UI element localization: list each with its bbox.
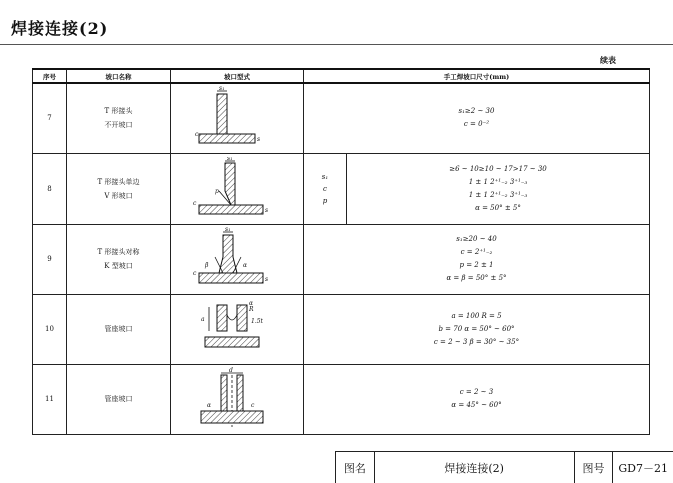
groove-dims	[304, 83, 650, 153]
groove-dims	[304, 294, 650, 364]
dim-line: α = β = 50° ± 5°	[446, 274, 507, 282]
groove-name-line: K 型坡口	[104, 262, 133, 270]
groove-name	[67, 364, 171, 434]
continued-label: 续表	[600, 55, 616, 65]
groove-name	[67, 294, 171, 364]
title-block	[335, 451, 673, 483]
dim-values	[347, 163, 649, 215]
header-dims: 手工焊坡口尺寸(mm)	[304, 69, 650, 83]
svg-text:R: R	[249, 306, 254, 313]
groove-name-line: T 形接头单边	[97, 177, 140, 186]
page-title: 焊接连接(2)	[11, 19, 109, 38]
dim-line: c = 2 ~ 3 β = 30° ~ 35°	[433, 337, 520, 346]
dim-line: s₁≥20 ~ 40	[456, 235, 497, 243]
dim-line: a = 100 R = 5	[451, 311, 502, 320]
dim-line: α = 50° ± 5°	[475, 203, 521, 212]
groove-name	[67, 153, 171, 224]
dim-line: p = 2 ± 1	[459, 261, 494, 269]
header-form: 坡口型式	[171, 69, 304, 83]
svg-text:c: c	[193, 199, 197, 207]
table-header-row	[33, 69, 650, 83]
svg-text:c: c	[195, 131, 199, 139]
dim-line: α = 45° ~ 60°	[451, 401, 502, 409]
dim-line: b = 70 α = 50° ~ 60°	[438, 324, 515, 333]
svg-text:c: c	[251, 402, 255, 409]
row-number: 11	[33, 364, 67, 434]
dim-line: s₁≥2 ~ 30	[458, 107, 495, 116]
dim-symbol: p	[322, 196, 328, 205]
groove-figure-7	[171, 83, 304, 153]
row-number: 10	[33, 294, 67, 364]
svg-text:c: c	[193, 270, 197, 277]
groove-name-line: T 形接头	[104, 107, 133, 116]
table-row	[33, 364, 650, 434]
groove-name-line: 管座坡口	[104, 395, 133, 403]
groove-name	[67, 224, 171, 294]
table-row	[33, 224, 650, 294]
groove-figure-9	[171, 224, 304, 294]
svg-text:α: α	[249, 300, 254, 307]
pipe-seat-groove-drawing-11	[187, 367, 287, 429]
t-joint-no-groove-drawing	[187, 86, 287, 148]
dim-line: c = 2 ~ 3	[459, 388, 494, 396]
row-number: 9	[33, 224, 67, 294]
drawing-number-label: 图号	[575, 452, 614, 483]
svg-text:s: s	[265, 276, 269, 283]
svg-text:s₁: s₁	[219, 86, 225, 93]
t-joint-single-v-drawing	[187, 157, 287, 219]
svg-text:1.5t: 1.5t	[251, 318, 263, 325]
groove-figure-8	[171, 153, 304, 224]
groove-name-line: 不开坡口	[104, 121, 133, 130]
dim-symbol: c	[323, 184, 327, 193]
groove-dims	[304, 153, 650, 224]
groove-dims	[304, 224, 650, 294]
groove-table	[32, 68, 650, 435]
dim-line: ≥6 ~ 10≥10 ~ 17>17 ~ 30	[449, 164, 547, 173]
title-block-label: 图名	[336, 452, 375, 483]
groove-dims	[304, 364, 650, 434]
dim-symbol: s₁	[321, 172, 329, 181]
svg-text:s₁: s₁	[225, 227, 231, 233]
svg-text:d: d	[229, 367, 233, 374]
t-joint-k-groove-drawing	[187, 227, 287, 289]
svg-text:β: β	[205, 262, 209, 269]
groove-name-line: 管座坡口	[104, 325, 133, 333]
title-divider	[0, 44, 673, 45]
drawing-number: GD7－21	[613, 452, 673, 483]
groove-name-line: V 形坡口	[104, 191, 133, 200]
table-row	[33, 153, 650, 224]
groove-figure-10	[171, 294, 304, 364]
row-number: 7	[33, 83, 67, 153]
dim-line: c = 0⁻²	[463, 120, 490, 129]
svg-text:p: p	[215, 187, 219, 195]
dim-line: c = 2⁺¹₋₂	[460, 248, 493, 256]
groove-name	[67, 83, 171, 153]
dim-line: 1 ± 1 2⁺¹₋₂ 3⁺¹₋₃	[468, 190, 528, 199]
groove-figure-11	[171, 364, 304, 434]
svg-text:s: s	[257, 136, 261, 144]
table-row	[33, 83, 650, 153]
header-name: 坡口名称	[67, 69, 171, 83]
svg-text:a: a	[201, 316, 205, 323]
row-number: 8	[33, 153, 67, 224]
svg-text:s: s	[265, 206, 269, 214]
svg-text:α: α	[207, 402, 212, 409]
pipe-seat-groove-drawing-10	[187, 297, 287, 359]
svg-text:α: α	[243, 262, 248, 269]
svg-text:s₁: s₁	[227, 156, 233, 162]
dim-symbols	[304, 154, 347, 224]
header-no: 序号	[33, 69, 67, 83]
drawing-title: 焊接连接(2)	[375, 452, 575, 483]
groove-name-line: T 形接头对称	[97, 248, 140, 256]
dim-line: 1 ± 1 2⁺¹₋₂ 3⁺¹₋₃	[468, 177, 528, 186]
table-row	[33, 294, 650, 364]
